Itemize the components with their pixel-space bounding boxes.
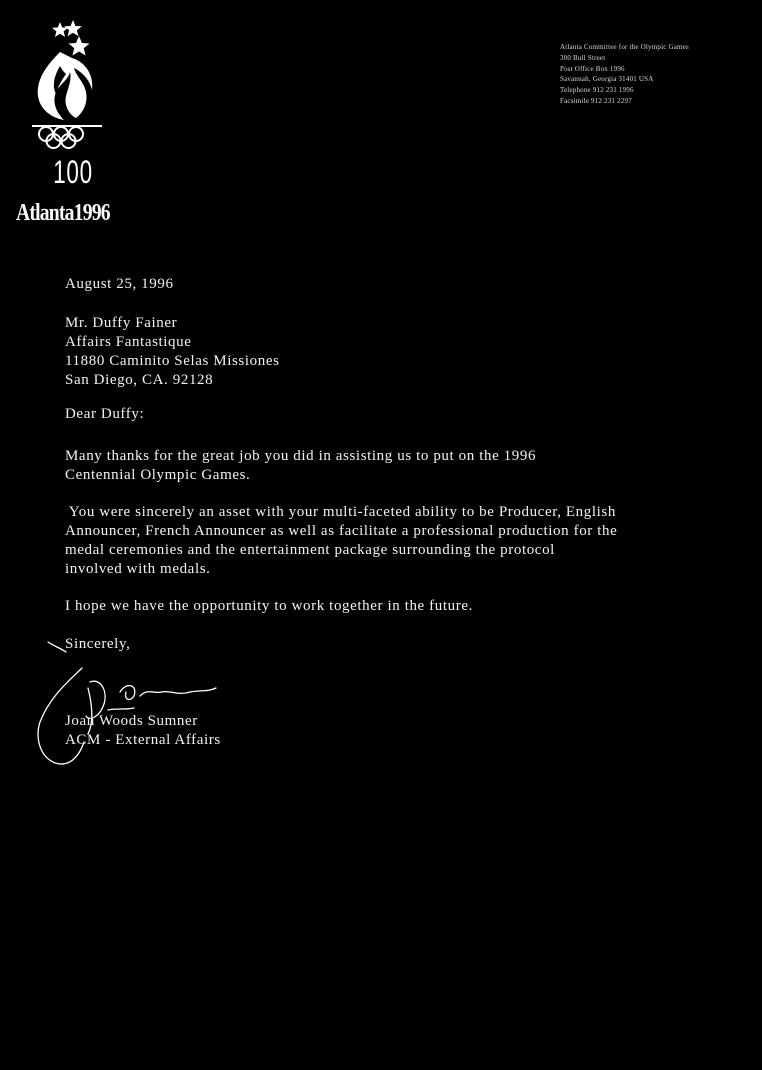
return-address [560,42,752,107]
address-line: Facsimile 912 231 2297 [560,96,632,105]
signer-name: Joan Woods Sumner [65,713,198,729]
paragraph-line: Centennial Olympic Games. [65,466,251,483]
signature-icon [30,630,250,780]
body-paragraph [65,598,705,615]
recipient-line: San Diego, CA. 92128 [65,372,214,388]
address-line: 300 Bull Street [560,53,606,62]
closing: Sincerely, [65,636,131,652]
recipient-line: Affairs Fantastique [65,334,192,350]
star-icon [69,36,90,56]
olympic-centennial-logo [16,14,136,226]
paragraph-line: Many thanks for the great job you did in assisting us to put on the 1996 [65,448,537,464]
paragraph-line: You were sincerely an asset with your multi-faceted ability to be Producer, English [65,504,616,520]
paragraph-line: medal ceremonies and the entertainment package surrounding the protocol [65,542,555,558]
star-icon [52,22,68,37]
salutation: Dear Duffy: [65,406,145,422]
paragraph-line: Announcer, French Announcer as well as facilitate a professional production for the [65,523,618,539]
address-line: Telephone 912 231 1996 [560,86,634,95]
recipient-line: Mr. Duffy Fainer [65,315,178,331]
address-line: Savannah, Georgia 31401 USA [560,75,654,84]
recipient-address [65,314,705,390]
signer-title: ACM - External Affairs [65,732,221,748]
paragraph-line: involved with medals. [65,561,211,577]
star-icon [64,20,82,36]
address-line: Post Office Box 1996 [560,64,625,73]
handwritten-signature [30,630,250,780]
body-paragraph [65,503,705,579]
paragraph-line: I hope we have the opportunity to work together in the future. [65,598,473,614]
atlanta-1996-wordmark: Atlanta1996 [16,200,110,226]
centennial-number: 100 [53,154,93,190]
address-line: Atlanta Committee for the Olympic Games [560,43,689,51]
recipient-line: 11880 Caminito Selas Missiones [65,353,280,369]
body-paragraph [65,447,705,484]
signature-block [65,712,705,750]
letter-date: August 25, 1996 [65,276,174,292]
